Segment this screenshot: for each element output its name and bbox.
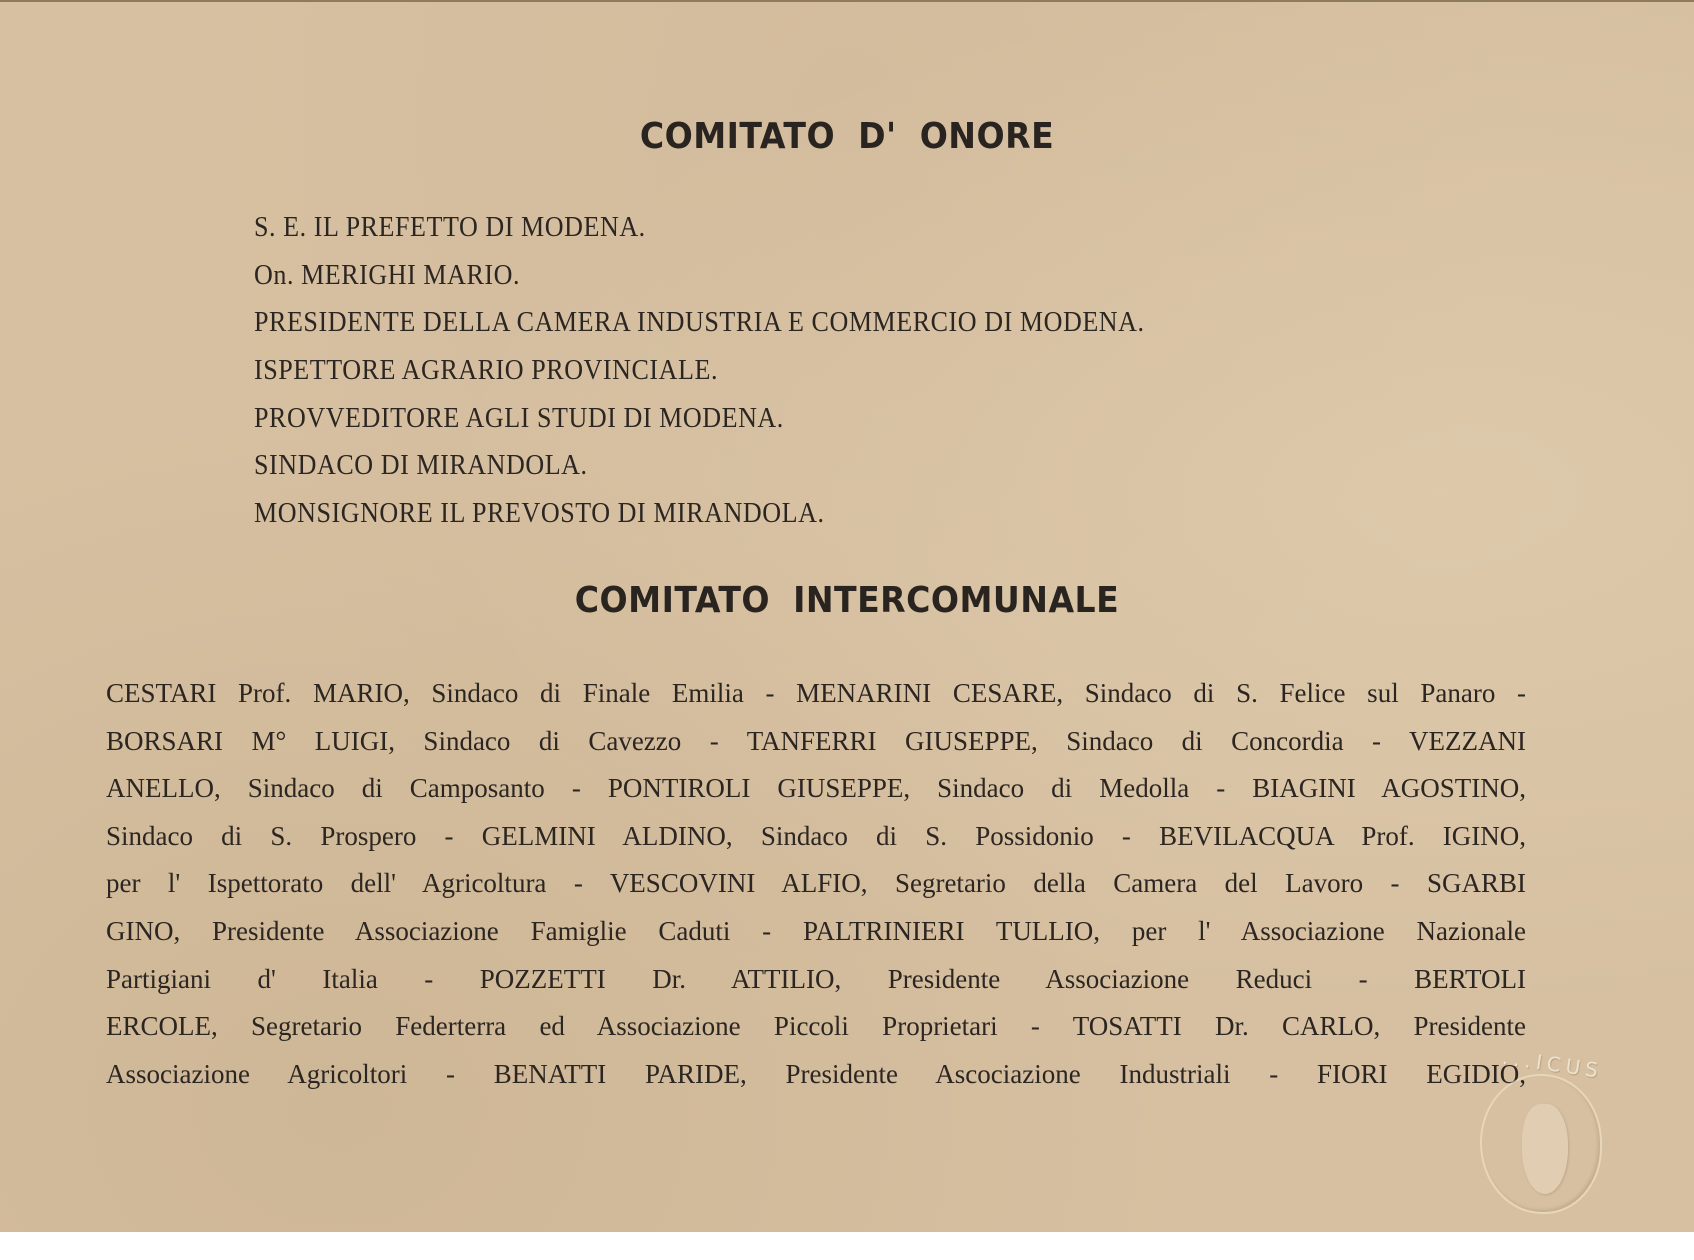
honor-member: PRESIDENTE DELLA CAMERA INDUSTRIA E COMMERCIO DI MODENA. xyxy=(254,307,1145,339)
honor-committee-title: COMITATO D' ONORE xyxy=(639,116,1055,157)
intercommunal-committee-paragraph xyxy=(106,670,1526,1098)
honor-member: S. E. IL PREFETTO DI MODENA. xyxy=(254,212,646,243)
paragraph-line: per l' Ispettorato dell' Agricoltura - VESCOVINI ALFIO, Segretario della Camera del Lavoro - SGARBI xyxy=(106,868,1526,899)
honor-member: MONSIGNORE IL PREVOSTO DI MIRANDOLA. xyxy=(254,498,825,530)
intercommunal-committee-title: COMITATO INTERCOMUNALE xyxy=(574,580,1120,621)
paragraph-line: ERCOLE, Segretario Federterra ed Associazione Piccoli Proprietari - TOSATTI Dr. CARLO, Presidente xyxy=(106,1011,1526,1042)
honor-member: SINDACO DI MIRANDOLA. xyxy=(254,450,588,482)
paragraph-line: Associazione Agricoltori - BENATTI PARIDE, Presidente Ascociazione Industriali - FIORI EGIDIO, xyxy=(106,1058,1526,1089)
seal-text: ...ICUS xyxy=(1500,1045,1605,1083)
embossed-seal-icon xyxy=(1480,1045,1610,1212)
paragraph-line: ANELLO, Sindaco di Camposanto - PONTIROLI GIUSEPPE, Sindaco di Medolla - BIAGINI AGOSTINO, xyxy=(106,773,1526,804)
paragraph-line: Sindaco di S. Prospero - GELMINI ALDINO, Sindaco di S. Possidonio - BEVILACQUA Prof. IGINO, xyxy=(106,820,1526,851)
honor-committee-list xyxy=(254,208,1212,542)
paragraph-line: Partigiani d' Italia - POZZETTI Dr. ATTILIO, Presidente Associazione Reduci - BERTOLI xyxy=(106,963,1526,994)
honor-member: PROVVEDITORE AGLI STUDI DI MODENA. xyxy=(254,402,784,434)
seal-figure xyxy=(1522,1104,1568,1194)
honor-member: ISPETTORE AGRARIO PROVINCIALE. xyxy=(254,355,719,387)
honor-member: On. MERIGHI MARIO. xyxy=(254,259,521,291)
paragraph-line: BORSARI M° LUIGI, Sindaco di Cavezzo - TANFERRI GIUSEPPE, Sindaco di Concordia - VEZZANI xyxy=(106,725,1526,756)
paragraph-line: GINO, Presidente Associazione Famiglie Caduti - PALTRINIERI TULLIO, per l' Associazione Nazionale xyxy=(106,915,1526,946)
paragraph-line: CESTARI Prof. MARIO, Sindaco di Finale Emilia - MENARINI CESARE, Sindaco di S. Felice sul Panaro - xyxy=(106,678,1526,708)
